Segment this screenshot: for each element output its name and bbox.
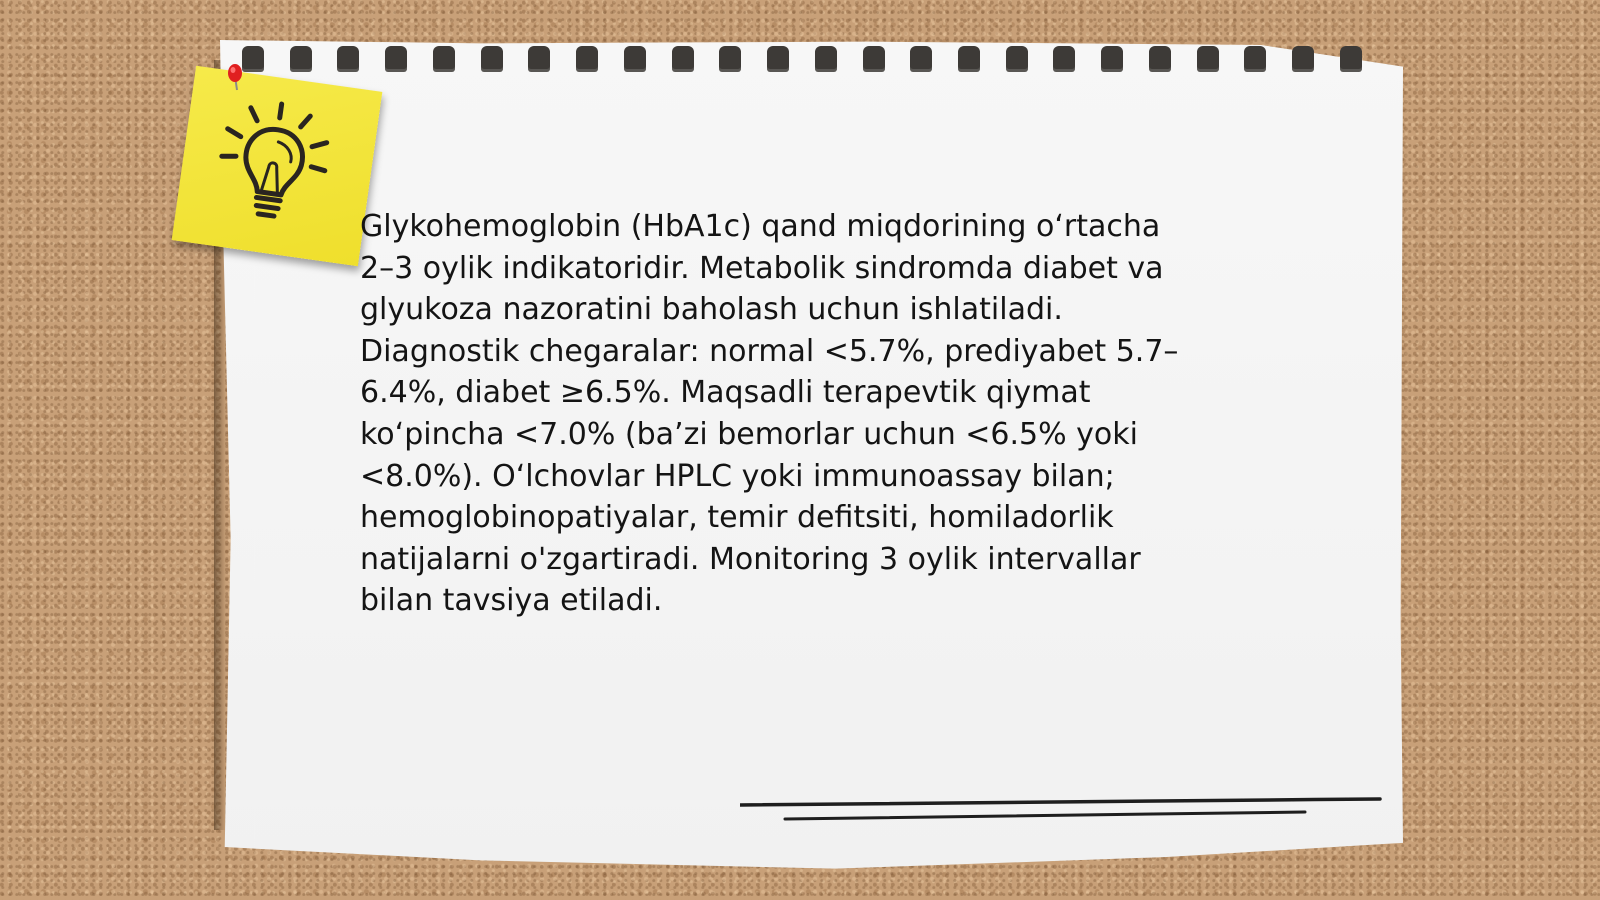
perforation-hole bbox=[528, 46, 550, 72]
perforation-hole bbox=[719, 46, 741, 72]
perforation-hole bbox=[576, 46, 598, 72]
paper-perforations bbox=[242, 46, 1362, 74]
perforation-hole bbox=[1292, 46, 1314, 72]
perforation-hole bbox=[1101, 46, 1123, 72]
perforation-hole bbox=[672, 46, 694, 72]
perforation-hole bbox=[1197, 46, 1219, 72]
perforation-hole bbox=[1053, 46, 1075, 72]
perforation-hole bbox=[815, 46, 837, 72]
perforation-hole bbox=[863, 46, 885, 72]
perforation-hole bbox=[910, 46, 932, 72]
perforation-hole bbox=[481, 46, 503, 72]
perforation-hole bbox=[1006, 46, 1028, 72]
perforation-hole bbox=[290, 46, 312, 72]
perforation-hole bbox=[433, 46, 455, 72]
perforation-hole bbox=[1149, 46, 1171, 72]
perforation-hole bbox=[385, 46, 407, 72]
note-body-text: Glykohemoglobin (HbA1c) qand miqdorining o‘rtacha 2–3 oylik indikatoridir. Metabolik sindromda diabet va glyukoza nazoratini baholash uchun ishlatiladi. Diagnostik chegaralar: normal <5.7%, prediyabet 5.7– 6.4%, diabet ≥6.5%. Maqsadli terapevtik qiymat ko‘pincha <7.0% (ba’zi bemorlar uchun <6.5% yoki <8.0%). O‘lchovlar HPLC yoki immunoassay bilan; hemoglobinopatiyalar, temir defitsiti, homiladorlik natijalarni o'zgartiradi. Monitoring 3 oylik intervallar bilan tavsiya etiladi. bbox=[360, 209, 1179, 619]
perforation-hole bbox=[767, 46, 789, 72]
sticky-note bbox=[172, 66, 383, 266]
perforation-hole bbox=[337, 46, 359, 72]
perforation-hole bbox=[624, 46, 646, 72]
perforation-hole bbox=[1244, 46, 1266, 72]
lightbulb-icon bbox=[205, 90, 342, 235]
perforation-hole bbox=[1340, 46, 1362, 72]
perforation-hole bbox=[958, 46, 980, 72]
pushpin-icon bbox=[224, 62, 246, 92]
pen-underline-decoration bbox=[740, 795, 1390, 835]
